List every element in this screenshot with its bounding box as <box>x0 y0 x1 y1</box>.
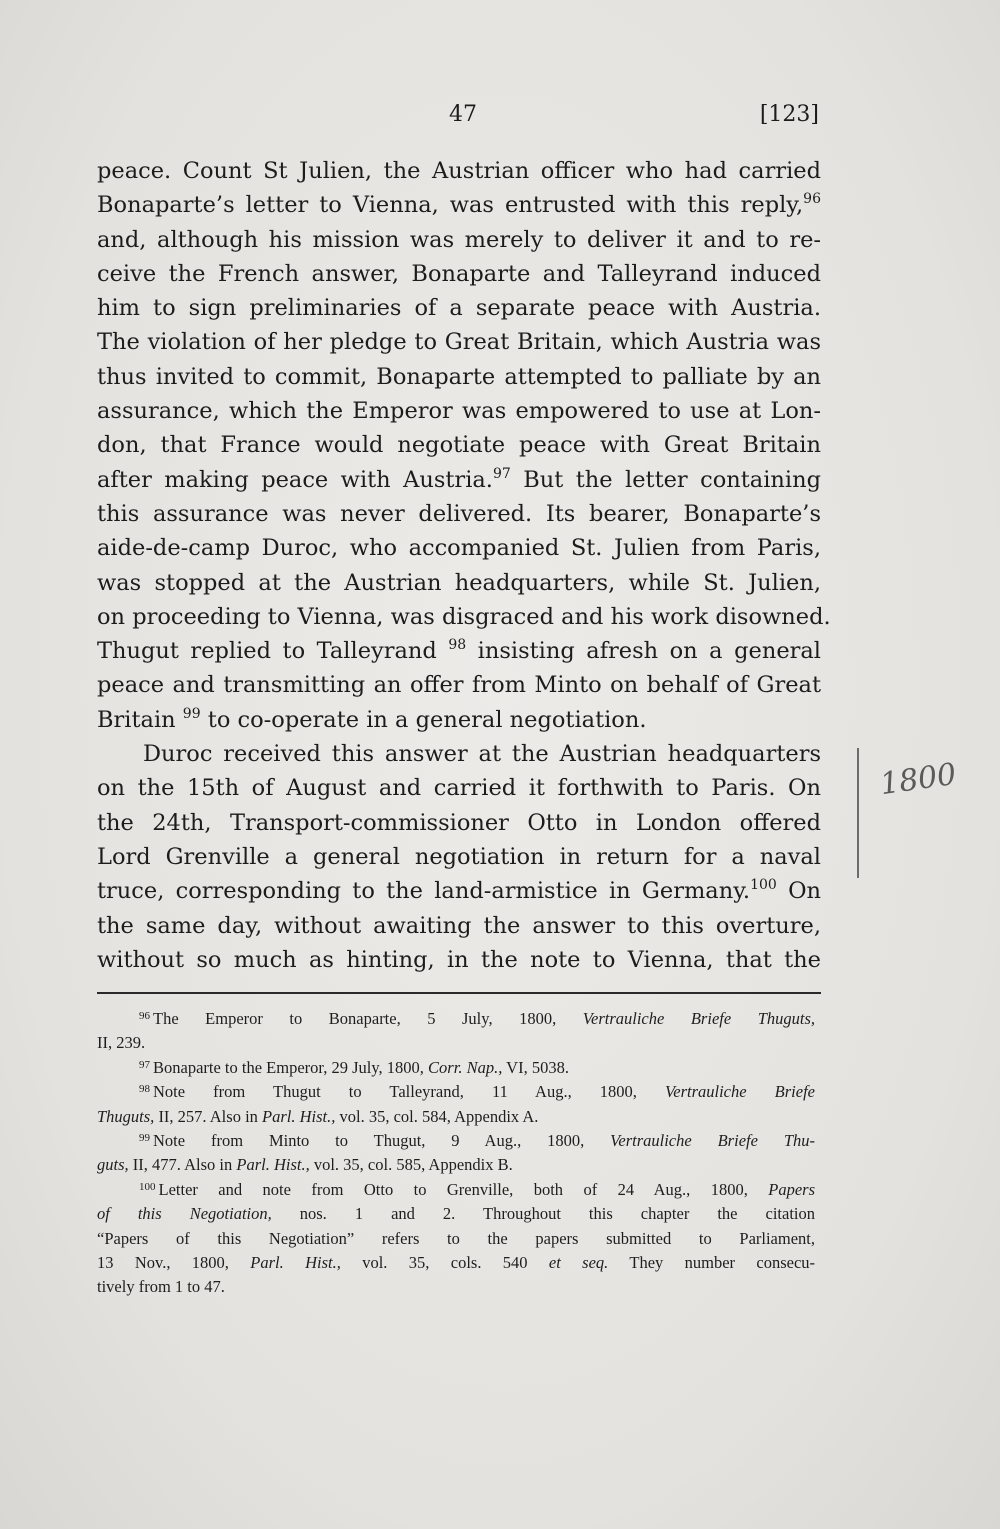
text-line: aide-de-camp Duroc, who accompanied St. Julien from Paris, <box>97 535 821 562</box>
footnote-ref-96[interactable]: 96 <box>803 191 821 208</box>
footnote-98: $^{98}$ Note from Thugut to Talleyrand, 11 Aug., 1800, Vertrauliche Briefe Thuguts, II, 257. Also in Parl. Hist., vol. 35, col. 584, Appendix A. <box>97 1082 815 1126</box>
footnote-96: $^{96}$ The Emperor to Bonaparte, 5 July, 1800, Vertrauliche Briefe Thuguts, II, 239. <box>97 1009 816 1053</box>
bracketed-page-number: [123] <box>759 102 819 127</box>
text-line: ceive the French answer, Bonaparte and Talleyrand induced <box>97 260 821 287</box>
footnote-marker: 98 <box>139 1083 150 1096</box>
text-line: truce, corresponding to the land-armistice in Germany.$^{100}$ On <box>97 877 821 905</box>
handwritten-margin-note: 1800 <box>877 756 959 803</box>
text-line: and, although his mission was merely to deliver it and to re- <box>97 226 821 253</box>
text-line: the same day, without awaiting the answer to this overture, <box>97 912 821 939</box>
text-line: peace. Count St Julien, the Austrian officer who had carried <box>97 158 821 184</box>
text-line: after making peace with Austria.$^{97}$ But the letter containing <box>97 465 821 493</box>
text-line: Bonaparte’s letter to Vienna, was entrusted with this reply,$^{96}$ <box>97 191 821 219</box>
text-line: was stopped at the Austrian headquarters, while St. Julien, <box>97 569 821 596</box>
paragraph-1 <box>97 154 831 737</box>
footnote-marker: 97 <box>139 1058 150 1071</box>
text-line: Britain $^{99}$ to co-operate in a general negotiation. <box>97 705 647 733</box>
footnote-marker: 99 <box>139 1131 150 1144</box>
footnote-100: $^{100}$ Letter and note from Otto to Grenville, both of 24 Aug., 1800, Papers of this Negotiation, nos. 1 and 2. Throughout this chapter the citation “Papers of this Negotiation” refers to the papers submitted to Parliament, 13 Nov., 1800, Parl. Hist., vol. 35, cols. 540 et seq. They number consecu- tively from 1 to 47. <box>97 1179 816 1297</box>
footnotes <box>97 1007 815 1300</box>
text-line: don, that France would negotiate peace with Great Britain <box>97 432 821 459</box>
text-line: Lord Grenville a general negotiation in return for a naval <box>97 843 821 870</box>
page-number: 47 <box>449 102 477 127</box>
footnote-marker: 100 <box>139 1180 156 1193</box>
footnote-ref-98[interactable]: 98 <box>448 637 467 654</box>
text-line: thus invited to commit, Bonaparte attempted to palliate by an <box>97 363 821 390</box>
footnote-ref-100[interactable]: 100 <box>750 877 777 894</box>
paragraph-2 <box>97 737 821 977</box>
text-line: without so much as hinting, in the note to Vienna, that the <box>97 946 821 973</box>
footnote-99: $^{99}$ Note from Minto to Thugut, 9 Aug., 1800, Vertrauliche Briefe Thu- guts, II, 477. Also in Parl. Hist., vol. 35, col. 585, Appendix B. <box>97 1130 815 1175</box>
text-line: on the 15th of August and carried it forthwith to Paris. On <box>97 775 821 802</box>
text-line: on proceeding to Vienna, was disgraced and his work disowned. <box>97 603 831 630</box>
footnote-ref-99[interactable]: 99 <box>182 705 201 722</box>
text-line: assurance, which the Emperor was empowered to use at Lon- <box>97 398 821 425</box>
body-text <box>97 154 831 977</box>
text-line: this assurance was never delivered. Its bearer, Bonaparte’s <box>97 500 821 527</box>
text-line: peace and transmitting an offer from Minto on behalf of Great <box>97 672 821 699</box>
text-line: The violation of her pledge to Great Britain, which Austria was <box>97 329 821 356</box>
footnote-marker: 96 <box>139 1010 150 1022</box>
margin-mark-line <box>857 748 859 878</box>
text-line: the 24th, Transport-commissioner Otto in London offered <box>97 809 821 836</box>
text-line: Duroc received this answer at the Austrian headquarters <box>143 741 821 768</box>
footnote-divider <box>97 992 821 994</box>
text-line: Thugut replied to Talleyrand $^{98}$ insisting afresh on a general <box>97 637 821 665</box>
text-line: him to sign preliminaries of a separate peace with Austria. <box>97 295 821 322</box>
footnote-ref-97[interactable]: 97 <box>492 465 511 482</box>
footnote-97: $^{97}$ Bonaparte to the Emperor, 29 July, 1800, Corr. Nap., VI, 5038. <box>139 1057 569 1077</box>
running-header <box>97 102 819 132</box>
